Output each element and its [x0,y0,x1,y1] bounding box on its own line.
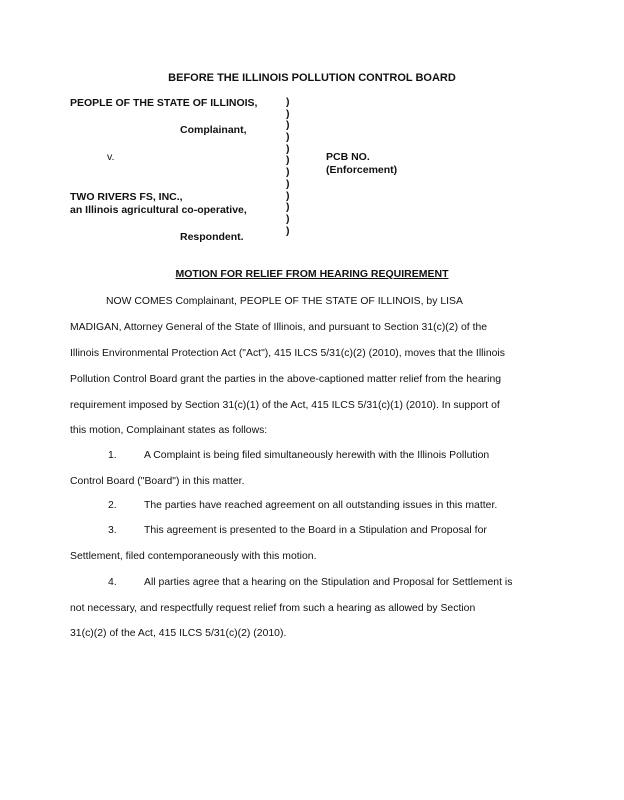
paragraph-line: Settlement, filed contemporaneously with this motion. [70,551,317,562]
paragraph-line: The parties have reached agreement on all outstanding issues in this matter. [144,500,498,511]
paren: ) [286,177,290,190]
paragraph-line: A Complaint is being filed simultaneously herewith with the Illinois Pollution [144,450,490,461]
intro-line: MADIGAN, Attorney General of the State of Illinois, and pursuant to Section 31(c)(2) of the [70,322,488,333]
paren: ) [286,212,290,225]
plaintiff-name: PEOPLE OF THE STATE OF ILLINOIS, [70,97,258,109]
complainant-label: Complainant, [180,124,247,136]
paren: ) [286,154,290,167]
intro-line: Illinois Environmental Protection Act ("Act"), 415 ILCS 5/31(c)(2) (2010), moves that the Illinois [70,348,505,359]
defendant-name: TWO RIVERS FS, INC., [70,191,183,203]
paren: ) [286,189,290,202]
paren: ) [286,119,290,132]
board-title: BEFORE THE ILLINOIS POLLUTION CONTROL BOARD [168,72,456,84]
paragraph-line: not necessary, and respectfully request relief from such a hearing as allowed by Section [70,603,476,614]
intro-line: NOW COMES Complainant, PEOPLE OF THE STATE OF ILLINOIS, by LISA [106,296,463,307]
intro-line: Pollution Control Board grant the parties in the above-captioned matter relief from the hearing [70,374,502,385]
paren: ) [286,142,290,155]
paren: ) [286,107,290,120]
defendant-description: an Illinois agricultural co-operative, [70,204,247,216]
paren: ) [286,166,290,179]
paragraph-number: 2. [108,500,117,511]
paragraph-line: This agreement is presented to the Board in a Stipulation and Proposal for [144,525,487,536]
paren: ) [286,96,290,108]
motion-title: MOTION FOR RELIEF FROM HEARING REQUIREMENT [175,268,449,280]
paragraph-line: 31(c)(2) of the Act, 415 ILCS 5/31(c)(2) (2010). [70,628,287,639]
intro-line: this motion, Complainant states as follows: [70,425,268,436]
paragraph-line: Control Board ("Board") in this matter. [70,476,245,487]
caption-parentheses [286,97,290,237]
paragraph-line: All parties agree that a hearing on the Stipulation and Proposal for Settlement is [144,577,513,588]
enforcement-label: (Enforcement) [326,164,398,176]
paren: ) [286,201,290,214]
paragraph-number: 4. [108,577,117,588]
case-number-label: PCB NO. [326,151,370,163]
intro-line: requirement imposed by Section 31(c)(1) of the Act, 415 ILCS 5/31(c)(1) (2010). In support of [70,400,500,411]
paren: ) [286,224,290,237]
paragraph-number: 3. [108,525,117,536]
paragraph-number: 1. [108,450,117,461]
paren: ) [286,131,290,144]
versus-label: v. [107,151,115,163]
respondent-label: Respondent. [180,231,244,243]
